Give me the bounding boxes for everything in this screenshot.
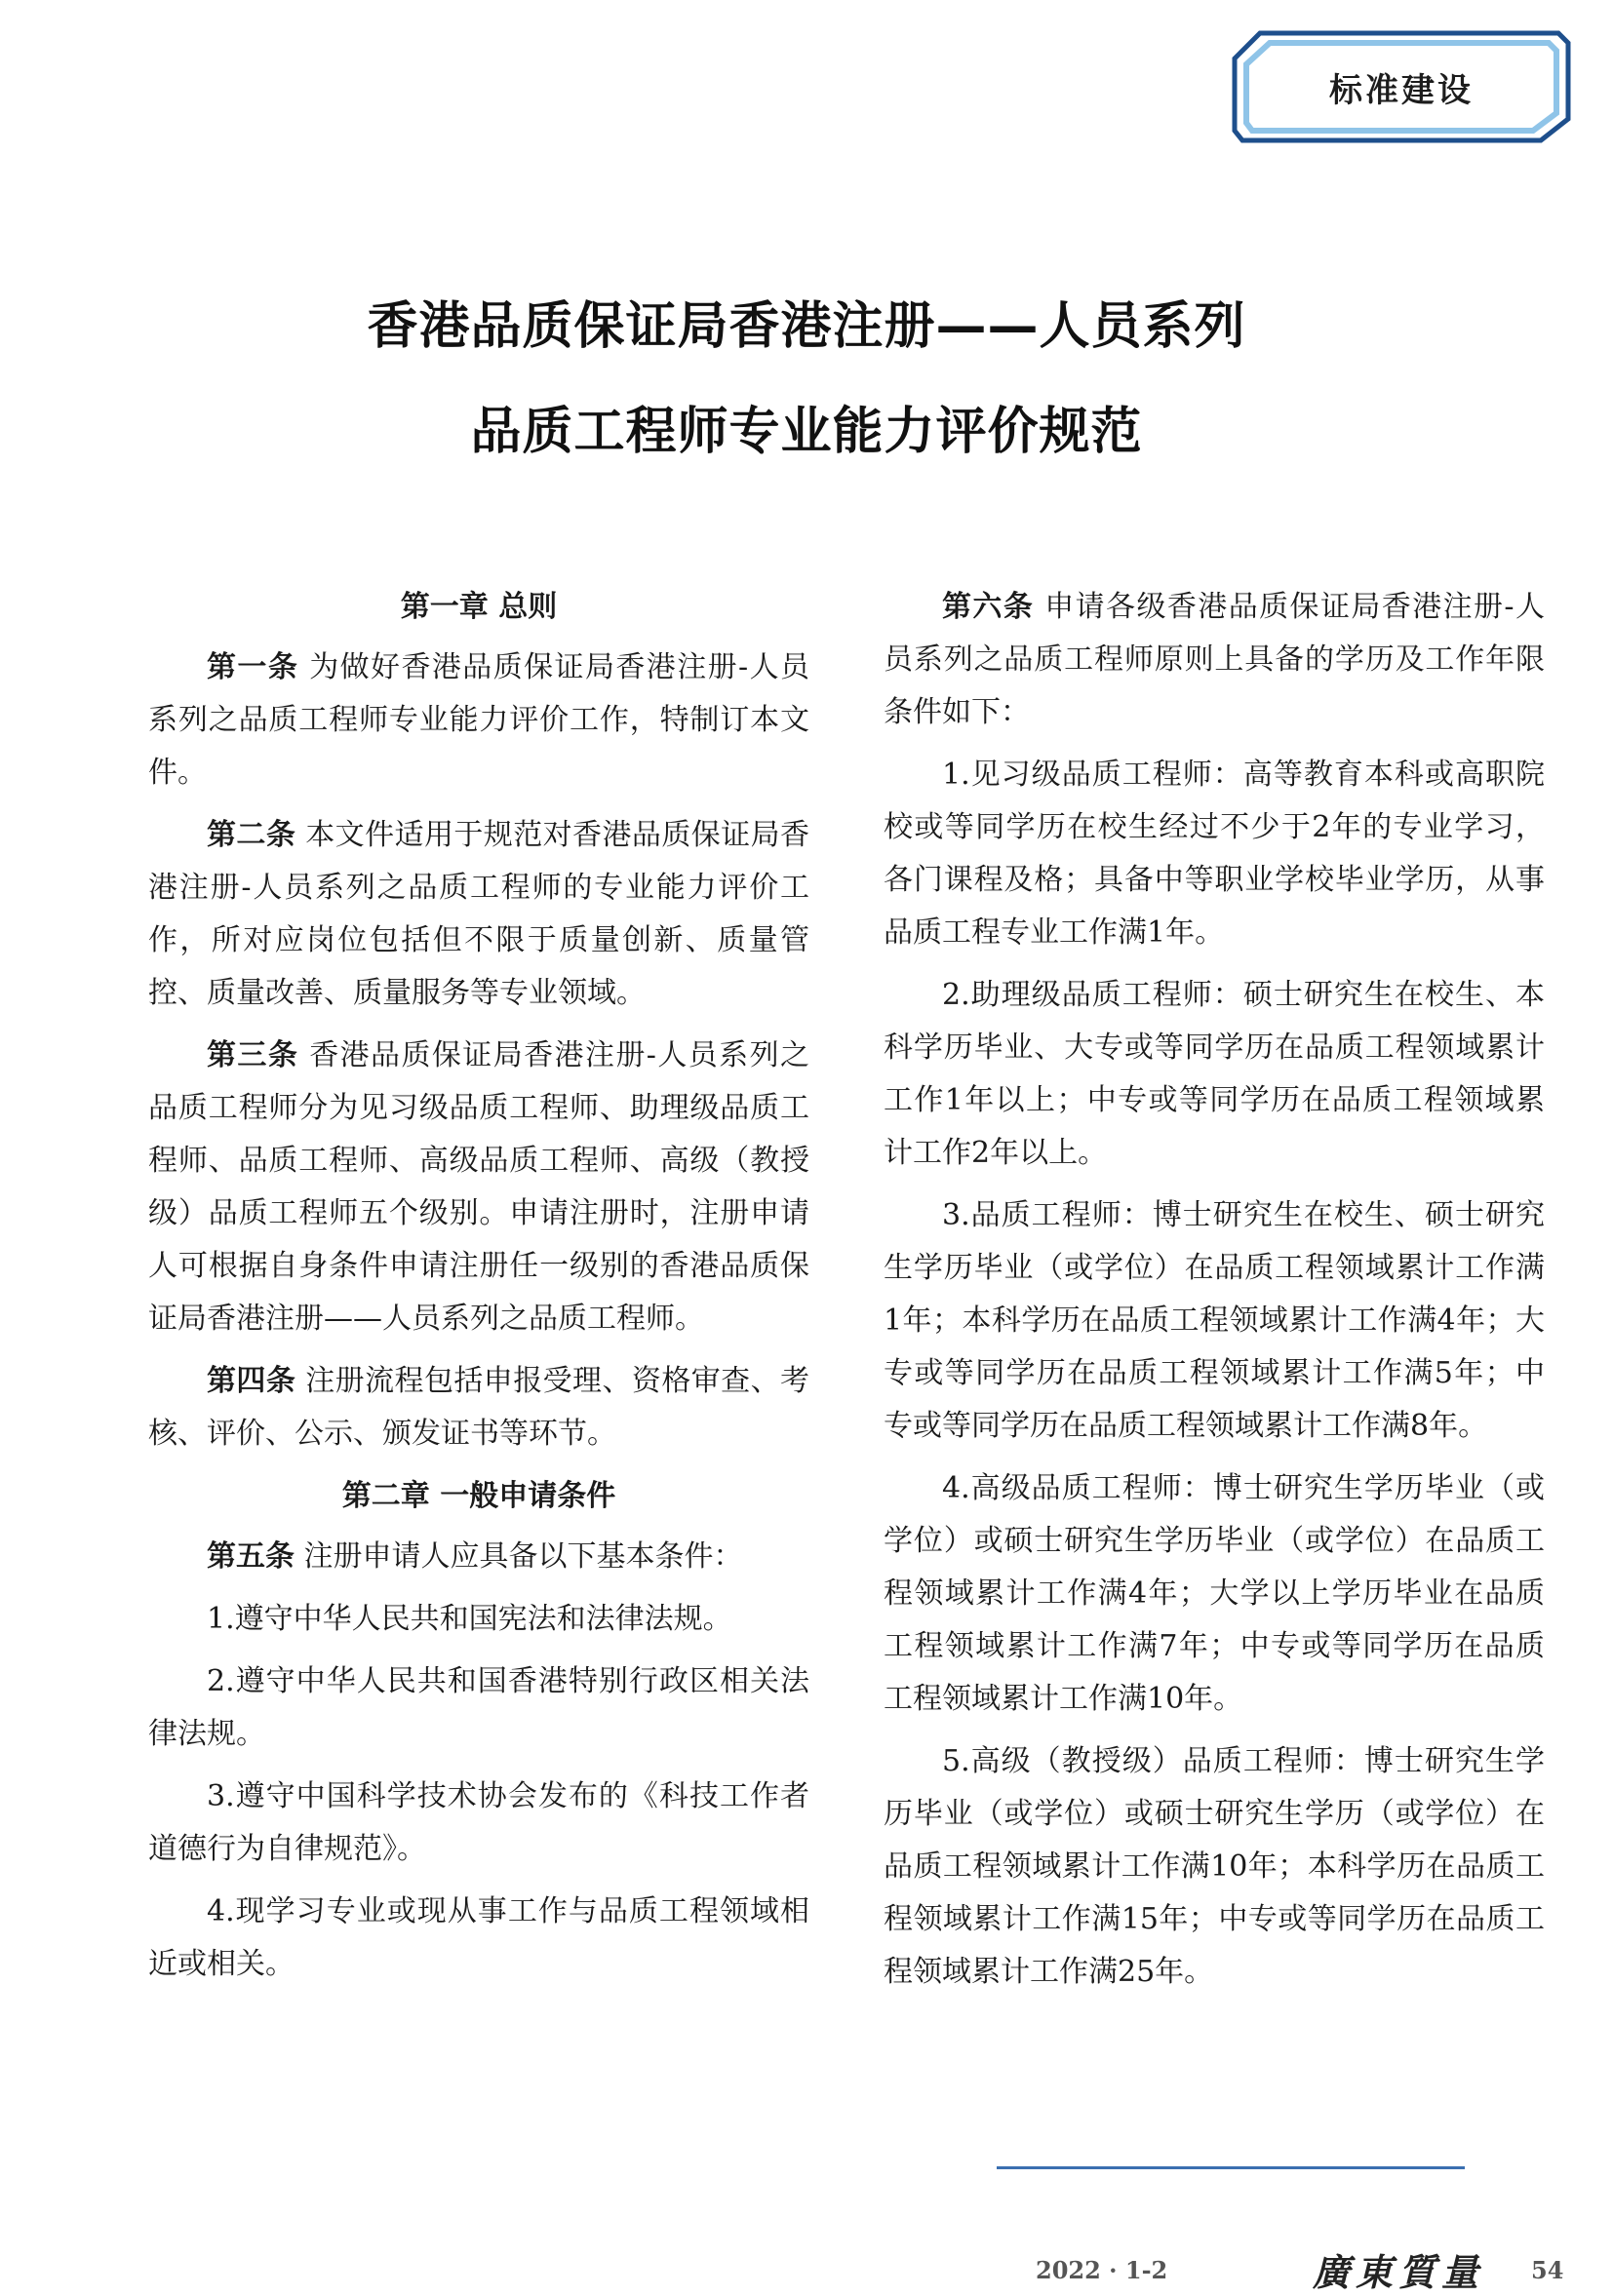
- article-text: 注册申请人应具备以下基本条件：: [303, 1539, 743, 1574]
- article-paragraph: [148, 642, 809, 799]
- article-text: 注册流程包括申报受理、资格审查、考核、评价、公示、颁发证书等环节。: [148, 1364, 810, 1451]
- badge-label: 标准建设: [1329, 70, 1474, 110]
- article-label: 第一条: [207, 650, 299, 684]
- article-text: 为做好香港品质保证局香港注册-人员系列之品质工程师专业能力评价工作，特制订本文件。: [148, 650, 809, 790]
- list-item: 1.见习级品质工程师：高等教育本科或高职院校或等同学历在校生经过不少于2年的专业学习，各门课程及格；具备中等职业学校毕业学历，从事品质工程专业工作满1年。: [884, 758, 1545, 950]
- list-item: 3.品质工程师：博士研究生在校生、硕士研究生学历毕业（或学位）在品质工程领域累计工作满1年；本科学历在品质工程领域累计工作满4年；大专或等同学历在品质工程领域累计工作满5年；中专或等同学历在品质工程领域累计工作满8年。: [884, 1198, 1545, 1443]
- article-label: 第三条: [207, 1038, 299, 1072]
- list-item: 2.遵守中华人民共和国香港特别行政区相关法律法规。: [148, 1664, 809, 1751]
- list-item: 5.高级（教授级）品质工程师：博士研究生学历毕业（或学位）或硕士研究生学历（或学位）在品质工程领域累计工作满10年；本科学历在品质工程领域累计工作满15年；中专或等同学历在品质工程领域累计工作满25年。: [884, 1744, 1545, 1989]
- article-paragraph: [148, 1531, 809, 1583]
- left-column: [148, 581, 809, 2001]
- article-label: 第六条: [942, 590, 1035, 624]
- footer-rule: [997, 2166, 1465, 2169]
- magazine-name: 廣東質量: [1313, 2250, 1485, 2294]
- list-item: 4.现学习专业或现从事工作与品质工程领域相近或相关。: [148, 1894, 809, 1981]
- article-paragraph: [148, 1030, 809, 1345]
- article-label: 第二条: [207, 818, 296, 852]
- chapter-heading: 第一章 总则: [400, 590, 558, 624]
- page-number: 54: [1531, 2256, 1564, 2284]
- list-item: 1.遵守中华人民共和国宪法和法律法规。: [207, 1602, 732, 1636]
- section-badge: [1231, 29, 1572, 144]
- issue-date: 2022 · 1-2: [1036, 2256, 1168, 2284]
- chapter-heading: 第二章 一般申请条件: [341, 1479, 616, 1513]
- right-column: [884, 581, 1545, 2008]
- article-paragraph: [884, 581, 1545, 739]
- article-label: 第四条: [207, 1364, 296, 1398]
- article-text: 申请各级香港品质保证局香港注册-人员系列之品质工程师原则上具备的学历及工作年限条件如下：: [884, 590, 1545, 729]
- article-paragraph: [148, 809, 809, 1020]
- list-item: 3.遵守中国科学技术协会发布的《科技工作者道德行为自律规范》。: [148, 1779, 809, 1866]
- article-title-line2: 品质工程师专业能力评价规范: [470, 403, 1143, 461]
- list-item: 2.助理级品质工程师：硕士研究生在校生、本科学历毕业、大专或等同学历在品质工程领域累计工作1年以上；中专或等同学历在品质工程领域累计工作2年以上。: [884, 978, 1545, 1170]
- article-paragraph: [148, 1355, 809, 1460]
- list-item: 4.高级品质工程师：博士研究生学历毕业（或学位）或硕士研究生学历毕业（或学位）在品质工程领域累计工作满4年；大学以上学历毕业在品质工程领域累计工作满7年；中专或等同学历在品质工程领域累计工作满10年。: [884, 1471, 1545, 1716]
- article-label: 第五条: [207, 1539, 295, 1574]
- article-title-line1: 香港品质保证局香港注册——人员系列: [367, 297, 1246, 356]
- article-text: 本文件适用于规范对香港品质保证局香港注册-人员系列之品质工程师的专业能力评价工作，所对应岗位包括但不限于质量创新、质量管控、质量改善、质量服务等专业领域。: [148, 818, 810, 1010]
- article-text: 香港品质保证局香港注册-人员系列之品质工程师分为见习级品质工程师、助理级品质工程师、品质工程师、高级品质工程师、高级（教授级）品质工程师五个级别。申请注册时，注册申请人可根据自身条件申请注册任一级别的香港品质保证局香港注册——人员系列之品质工程师。: [148, 1038, 809, 1336]
